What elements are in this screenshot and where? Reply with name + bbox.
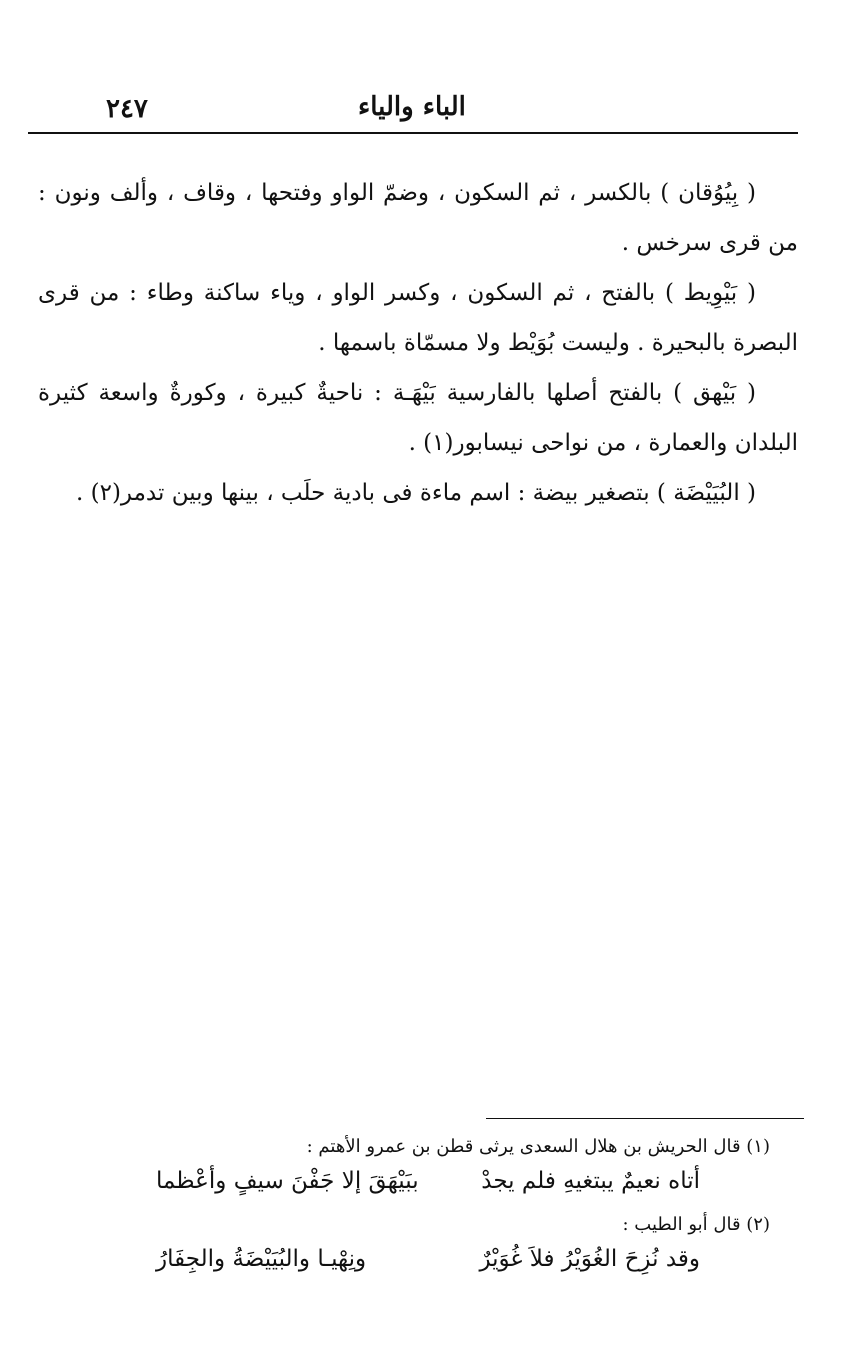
entry-paragraph: ( بِيُوُقان ) بالكسر ، ثم السكون ، وضمّ الواو وفتحها ، وقاف ، وألف ونون : من قرى سرخس .: [38, 180, 798, 256]
verse-hemistich: ببَيْهَقَ إلا جَفْنَ سيفٍ وأعْظما: [156, 1168, 419, 1194]
verse-hemistich: أتاه نعيمٌ يبتغيهِ فلم يجدْ: [481, 1168, 700, 1194]
verse-line: [120, 1242, 770, 1286]
entry-paragraph: ( البُيَيْضَة ) بتصغير بيضة : اسم ماءة فى بادية حلَب ، بينها وبين تدمر(٢) .: [75, 480, 756, 506]
running-title: الباء والياء: [358, 92, 466, 122]
verse-hemistich: ونِهْيـا والبُيَيْضَةُ والجِفَارُ: [156, 1246, 367, 1272]
footnote-rule: [486, 1118, 804, 1119]
entry-paragraph: ( بَيْهق ) بالفتح أصلها بالفارسية بَيْهَـة : ناحيةٌ كبيرة ، وكورةٌ واسعة كثيرة البلدان والعمارة ، من نواحى نيسابور(١) .: [38, 380, 798, 456]
header-rule: [28, 132, 798, 134]
footnote-intro: (٢) قال أبو الطيب :: [622, 1214, 770, 1235]
footnote-intro: (١) قال الحريش بن هلال السعدى يرثى قطن بن عمرو الأهتم :: [306, 1136, 770, 1157]
main-text: [38, 168, 798, 518]
verse-hemistich: وقد نُزِحَ الغُوَيْرُ فلاَ غُوَيْرٌ: [479, 1246, 700, 1272]
verse-line: [120, 1164, 770, 1208]
page-number: ٢٤٧: [106, 94, 148, 124]
footnotes: [120, 1130, 770, 1286]
entry-paragraph: ( بَيْوِيط ) بالفتح ، ثم السكون ، وكسر الواو ، وياء ساكنة وطاء : من قرى البصرة بالبحيرة . وليست بُوَيْط ولا مسمّاة باسمها .: [38, 280, 798, 356]
page-header: [28, 92, 798, 132]
